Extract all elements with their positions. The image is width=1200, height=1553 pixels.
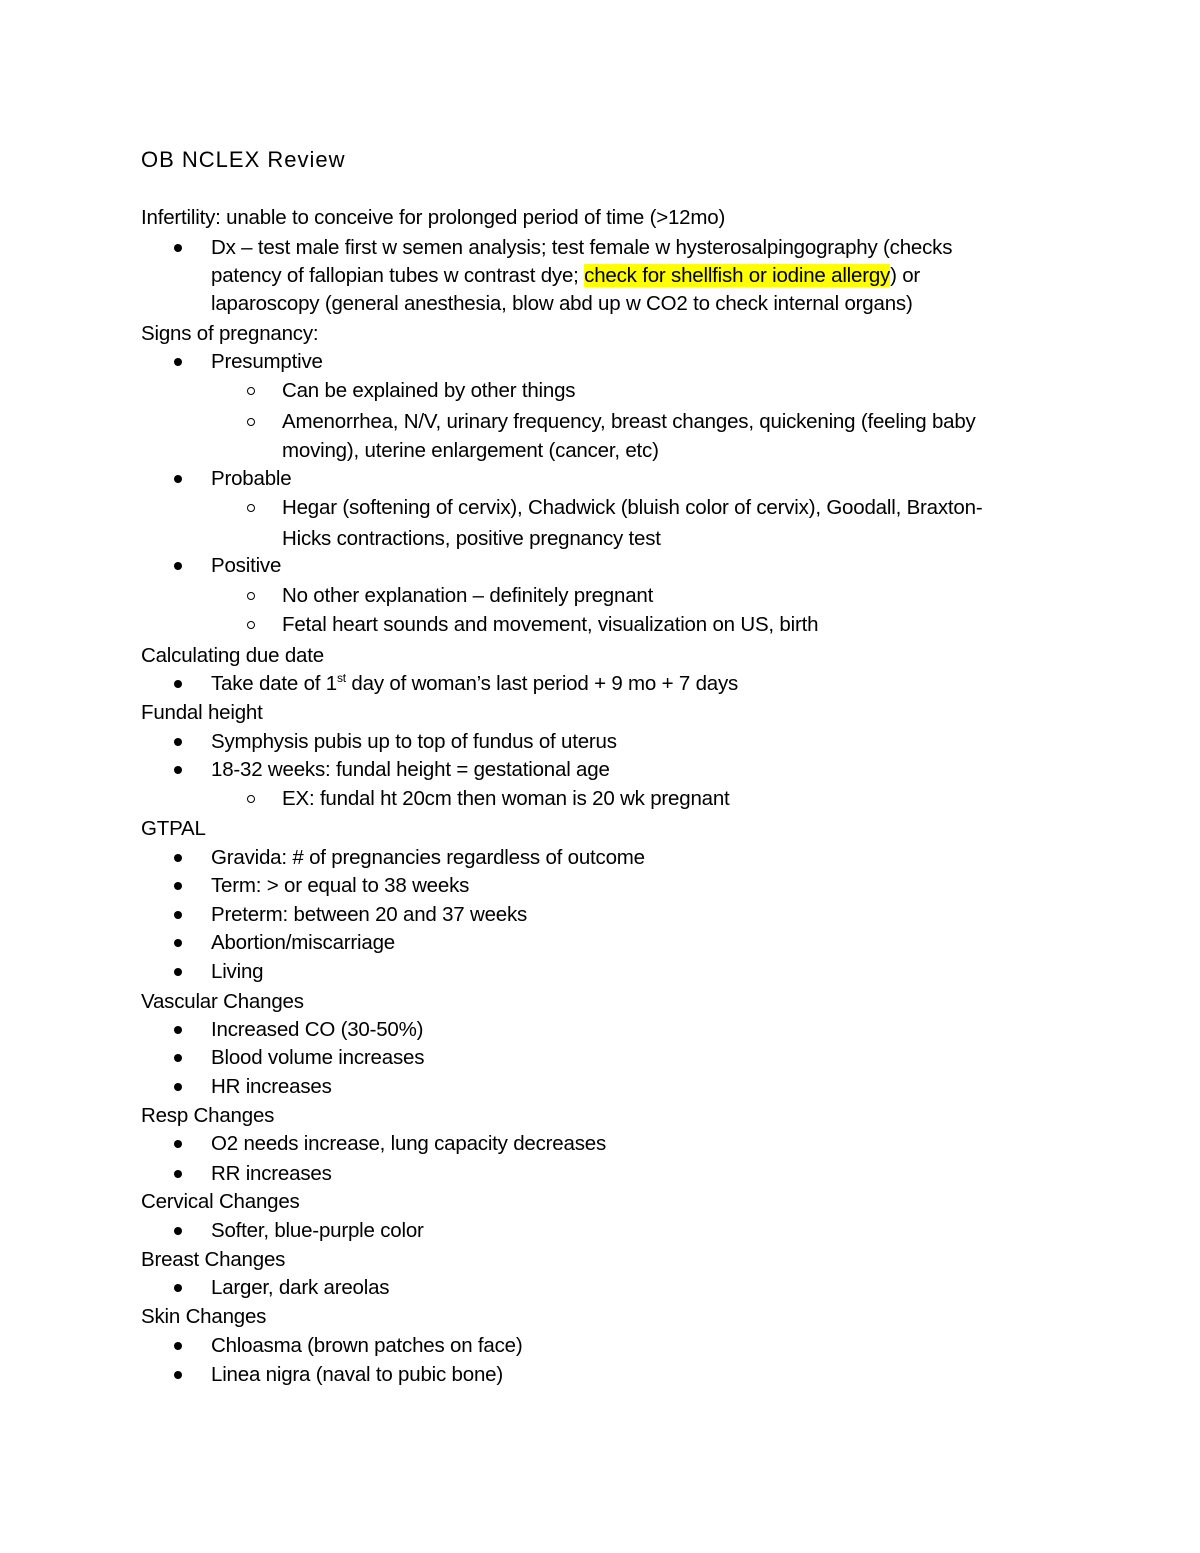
cervical-item: Softer, blue-purple color (211, 1219, 424, 1242)
sub-bullet-circle (247, 621, 255, 629)
skin-heading: Skin Changes (141, 1305, 267, 1328)
due-date-heading: Calculating due date (141, 644, 324, 667)
positive-sub2: Fetal heart sounds and movement, visualization on US, birth (282, 613, 819, 636)
gtpal-heading: GTPAL (141, 817, 206, 840)
vascular-item: HR increases (211, 1075, 332, 1098)
gtpal-item: Living (211, 960, 264, 983)
probable-sub1-line2: Hicks contractions, positive pregnancy test (282, 527, 661, 550)
bullet-dot (174, 1026, 182, 1034)
presumptive-sub2-line2: moving), uterine enlargement (cancer, etc) (282, 439, 659, 462)
bullet-dot (174, 1083, 182, 1091)
positive-label: Positive (211, 554, 282, 577)
vascular-item: Blood volume increases (211, 1046, 425, 1069)
bullet-dot (174, 738, 182, 746)
gtpal-item: Gravida: # of pregnancies regardless of outcome (211, 846, 645, 869)
bullet-dot (174, 1170, 182, 1178)
due-date-item (211, 670, 738, 698)
fundal-heading: Fundal height (141, 701, 263, 724)
resp-item: O2 needs increase, lung capacity decreases (211, 1132, 607, 1155)
probable-label: Probable (211, 467, 292, 490)
bullet-dot (174, 1140, 182, 1148)
due-date-item-sup: st (337, 671, 346, 686)
allergy-highlight: check for shellfish or iodine allergy (584, 264, 891, 287)
bullet-dot (174, 854, 182, 862)
signs-heading: Signs of pregnancy: (141, 322, 319, 345)
due-date-item-pre: Take date of 1 (211, 672, 337, 695)
fundal-item2: 18-32 weeks: fundal height = gestational age (211, 758, 610, 781)
fundal-item1: Symphysis pubis up to top of fundus of uterus (211, 730, 617, 753)
fundal-item2-sub: EX: fundal ht 20cm then woman is 20 wk pregnant (282, 787, 730, 810)
resp-heading: Resp Changes (141, 1104, 275, 1127)
breast-item: Larger, dark areolas (211, 1276, 390, 1299)
bullet-dot (174, 1342, 182, 1350)
bullet-dot (174, 244, 182, 252)
bullet-dot (174, 475, 182, 483)
infertility-dx-line2 (211, 262, 920, 290)
bullet-dot (174, 766, 182, 774)
gtpal-item: Preterm: between 20 and 37 weeks (211, 903, 528, 926)
sub-bullet-circle (247, 795, 255, 803)
probable-sub1-line1: Hegar (softening of cervix), Chadwick (bluish color of cervix), Goodall, Braxton- (282, 496, 983, 519)
presumptive-sub2-line1: Amenorrhea, N/V, urinary frequency, breast changes, quickening (feeling baby (282, 410, 976, 433)
bullet-dot (174, 562, 182, 570)
presumptive-sub1: Can be explained by other things (282, 379, 576, 402)
vascular-item: Increased CO (30-50%) (211, 1018, 424, 1041)
resp-item: RR increases (211, 1162, 332, 1185)
bullet-dot (174, 939, 182, 947)
sub-bullet-circle (247, 504, 255, 512)
due-date-item-post: day of woman’s last period + 9 mo + 7 days (345, 672, 739, 695)
infertility-dx-line3: laparoscopy (general anesthesia, blow abd up w CO2 to check internal organs) (211, 292, 913, 315)
vascular-heading: Vascular Changes (141, 990, 304, 1013)
bullet-dot (174, 911, 182, 919)
bullet-dot (174, 680, 182, 688)
bullet-dot (174, 1284, 182, 1292)
bullet-dot (174, 1227, 182, 1235)
infertility-dx-line1: Dx – test male first w semen analysis; test female w hysterosalpingography (checks (211, 236, 953, 259)
bullet-dot (174, 358, 182, 366)
sub-bullet-circle (247, 592, 255, 600)
gtpal-item: Abortion/miscarriage (211, 931, 395, 954)
positive-sub1: No other explanation – definitely pregnant (282, 584, 654, 607)
bullet-dot (174, 1054, 182, 1062)
bullet-dot (174, 882, 182, 890)
gtpal-item: Term: > or equal to 38 weeks (211, 874, 470, 897)
page-title: OB NCLEX Review (141, 147, 346, 172)
bullet-dot (174, 1371, 182, 1379)
bullet-dot (174, 968, 182, 976)
skin-item: Chloasma (brown patches on face) (211, 1334, 523, 1357)
presumptive-label: Presumptive (211, 350, 323, 373)
infertility-heading: Infertility: unable to conceive for prolonged period of time (>12mo) (141, 206, 726, 229)
breast-heading: Breast Changes (141, 1248, 286, 1271)
infertility-dx-line2-pre: patency of fallopian tubes w contrast dye; (211, 264, 585, 287)
cervical-heading: Cervical Changes (141, 1190, 300, 1213)
skin-item: Linea nigra (naval to pubic bone) (211, 1363, 503, 1386)
sub-bullet-circle (247, 418, 255, 426)
infertility-dx-line2-post: ) or (890, 264, 921, 287)
sub-bullet-circle (247, 387, 255, 395)
